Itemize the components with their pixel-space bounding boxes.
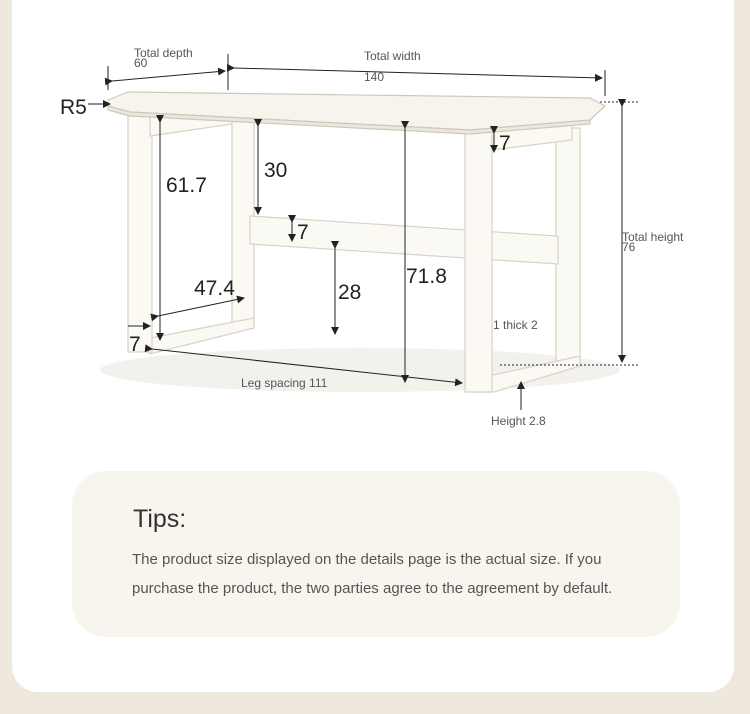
- stretcher-thickness-label: 7: [297, 221, 309, 244]
- left-foot-rail: [140, 318, 254, 354]
- tips-text: The product size displayed on the details page is the actual size. If you purchase the product, the two parties agree to the agreement by default.: [132, 551, 613, 597]
- floor-to-stretcher-label: 28: [338, 281, 362, 304]
- frame-thickness-label: 1 thick 2: [493, 318, 538, 332]
- total-width-value: 140: [364, 70, 385, 84]
- leg-height-label: 61.7: [166, 174, 207, 197]
- total-width-label: Total width: [364, 49, 421, 63]
- front-left-leg: [128, 112, 152, 352]
- total-depth-label: Total depth: [134, 46, 193, 60]
- front-right-leg: [465, 124, 492, 392]
- tips-title: Tips:: [133, 505, 187, 533]
- foot-height-label: Height 2.8: [491, 414, 546, 428]
- top-thickness-label: 7: [499, 132, 511, 155]
- leg-spacing-label: Leg spacing 111: [241, 376, 328, 390]
- total-height-value: 76: [622, 240, 636, 254]
- total-depth-value: 60: [134, 56, 148, 70]
- inner-height-label: 71.8: [406, 265, 447, 288]
- leg-depth-label: 47.4: [194, 277, 235, 300]
- corner-radius-label: R5: [60, 96, 87, 119]
- total-height-label: Total height: [622, 230, 684, 244]
- rail-gap-label: 30: [264, 159, 288, 182]
- tips-panel: [72, 471, 680, 637]
- leg-width-label: 7: [129, 333, 141, 356]
- desk-illustration: [108, 92, 605, 392]
- back-right-leg: [556, 128, 580, 366]
